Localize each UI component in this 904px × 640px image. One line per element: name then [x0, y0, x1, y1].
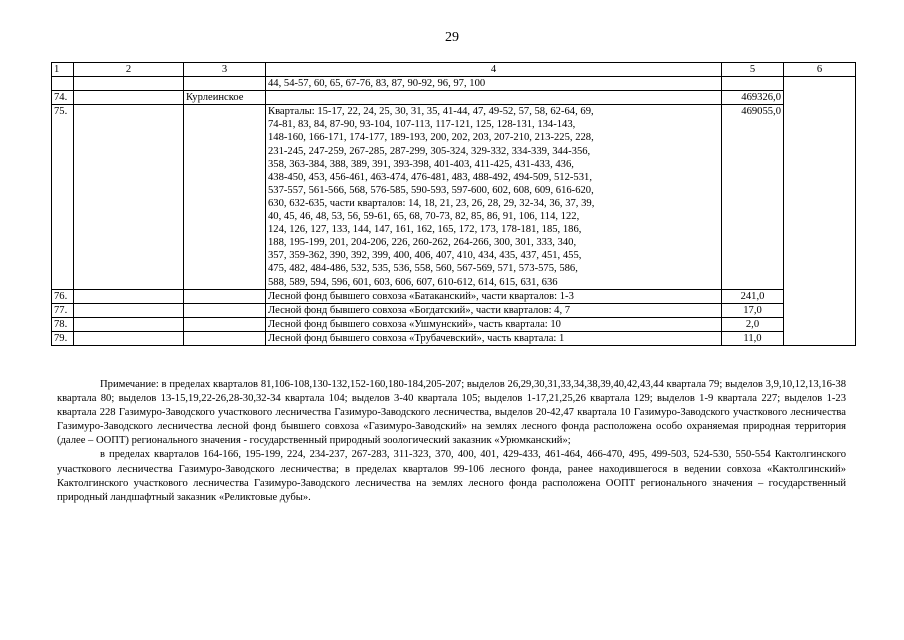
row-area: 11,0	[722, 331, 784, 345]
row-quarters: Кварталы: 15-17, 22, 24, 25, 30, 31, 35, 41-44, 47, 49-52, 57, 58, 62-64, 69, 74-81, 83, 84, 87-90, 93-104, 107-113, 117-121, 125, 128-131, 134-143, 148-160, 166-171, 174-177, 189-193, 200, 202, 203, 207-210, 213-225, 228, 231-245, 247-259, 267-285, 287-299, 305-324, 329-332, 334-339, 344-356, 358, 363-384, 388, 389, 391, 393-398, 401-403, 411-425, 431-433, 436, 438-450, 453, 456-461, 463-474, 476-481, 483, 488-492, 494-509, 512-531, 537-557, 561-566, 568, 576-585, 590-593, 597-600, 602, 608, 609, 616-620, 630, 632-635, части кварталов: 14, 18, 21, 23, 26, 28, 29, 32-34, 36, 37, 39, 40, 45, 46, 48, 53, 56, 59-61, 65, 68, 70-73, 82, 85, 86, 91, 106, 114, 122, 124, 126, 127, 133, 144, 147, 161, 162, 165, 172, 173, 178-181, 185, 186, 188, 195-199, 201, 204-206, 226, 260-262, 264-266, 300, 301, 333, 340, 357, 359-362, 390, 392, 399, 400, 406, 407, 410, 434, 435, 437, 451, 455, 475, 482, 484-486, 532, 535, 536, 558, 560, 567-569, 571, 573-575, 586, 588, 589, 594, 596, 601, 603, 606, 607, 610-612, 614, 615, 631, 636	[266, 105, 722, 289]
row-area: 17,0	[722, 303, 784, 317]
row-area: 2,0	[722, 317, 784, 331]
row-number: 77.	[52, 303, 74, 317]
row-forestry-name	[184, 317, 266, 331]
row-area	[722, 77, 784, 91]
table-row	[52, 105, 856, 289]
row-number: 76.	[52, 289, 74, 303]
header-col-2: 2	[74, 63, 184, 77]
row-number: 74.	[52, 91, 74, 105]
row-quarters: Лесной фонд бывшего совхоза «Трубачевский», часть квартала: 1	[266, 331, 722, 345]
table-row-continued	[52, 77, 856, 91]
table-row	[52, 91, 856, 105]
header-col-1: 1	[52, 63, 74, 77]
row-col-2	[74, 77, 184, 91]
page-number: 29	[445, 30, 459, 45]
row-col-2	[74, 91, 184, 105]
row-area: 241,0	[722, 289, 784, 303]
footnote	[57, 378, 846, 505]
row-col-2	[74, 331, 184, 345]
row-forestry-name	[184, 331, 266, 345]
row-forestry-name	[184, 303, 266, 317]
row-area: 469055,0	[722, 105, 784, 289]
row-number: 79.	[52, 331, 74, 345]
table-header-row	[52, 63, 856, 77]
row-number	[52, 77, 74, 91]
table-row	[52, 331, 856, 345]
forest-areas-table	[51, 62, 856, 346]
table-row	[52, 317, 856, 331]
table-row	[52, 289, 856, 303]
row-number: 78.	[52, 317, 74, 331]
row-forestry-name	[184, 289, 266, 303]
footnote-paragraph-1: Примечание: в пределах кварталов 81,106-108,130-132,152-160,180-184,205-207; выделов 26,29,30,31,33,34,38,39,40,42,43,44 квартала 79; выделов 3,9,10,12,13,16-38 квартала 80; выделов 13-15,19,22-26,28-30,32-34 квартала 104; выделов 3-40 квартала 105; выделов 1-17,21,25,26 квартала 129; выделов 1-9 квартала 227; выделов 1-23 квартала 228 Газимуро-Заводского участкового лесничества Газимуро-Заводского лесничества, выделов 20-42,47 квартала 10 Газимуро-Заводского участкового лесничества Газимуро-Заводского лесничества лесной фонд бывшего совхоза «Газимуро-Заводский» на землях лесного фонда расположена особо охраняемая природная территория (далее – ООПТ) регионального значения - государственный природный зоологический заказник «Урюмканский»;	[57, 379, 846, 447]
row-number: 75.	[52, 105, 74, 289]
row-col-2	[74, 105, 184, 289]
header-col-6: 6	[784, 63, 856, 77]
row-area: 469326,0	[722, 91, 784, 105]
row-quarters: Лесной фонд бывшего совхоза «Ушмунский», часть квартала: 10	[266, 317, 722, 331]
row-quarters	[266, 91, 722, 105]
row-forestry-name	[184, 105, 266, 289]
row-col-2	[74, 317, 184, 331]
row-col-3	[184, 77, 266, 91]
table-row	[52, 303, 856, 317]
row-col-2	[74, 303, 184, 317]
row-col-2	[74, 289, 184, 303]
footnote-paragraph-2: в пределах кварталов 164-166, 195-199, 224, 234-237, 267-283, 311-323, 370, 400, 401, 429-433, 461-464, 466-470, 495, 499-503, 524-530, 550-554 Кактолгинского участкового лесничества Газимуро-Заводского лесничества; в пределах кварталов 99-106 лесного фонда, ранее находившегося в ведении совхоза «Кактолгинский» Кактолгинского участкового лесничества Газимуро-Заводского лесничества на землях лесного фонда расположена ООПТ регионального значения – государственный природный ландшафтный заказник «Реликтовые дубы».	[57, 449, 846, 503]
notes-column	[784, 77, 856, 346]
header-col-5: 5	[722, 63, 784, 77]
header-col-3: 3	[184, 63, 266, 77]
header-col-4: 4	[266, 63, 722, 77]
row-forestry-name: Курлеинское	[184, 91, 266, 105]
row-quarters: 44, 54-57, 60, 65, 67-76, 83, 87, 90-92, 96, 97, 100	[266, 77, 722, 91]
row-quarters: Лесной фонд бывшего совхоза «Батаканский», части кварталов: 1-3	[266, 289, 722, 303]
row-quarters: Лесной фонд бывшего совхоза «Богдатский», части кварталов: 4, 7	[266, 303, 722, 317]
